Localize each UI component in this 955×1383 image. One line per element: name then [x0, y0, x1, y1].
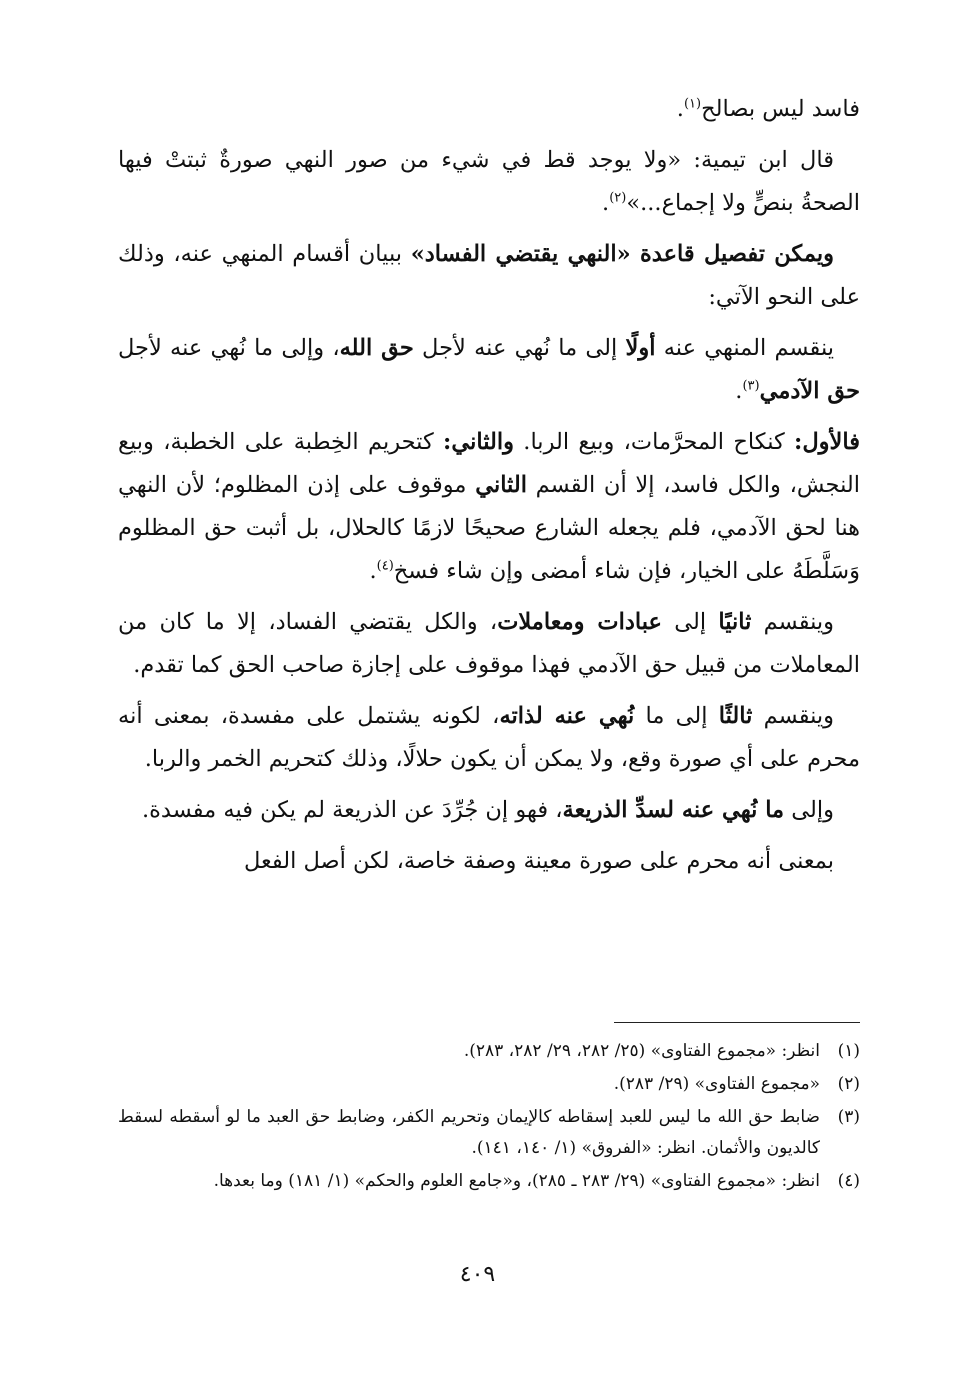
footnotes [118, 1036, 860, 1199]
footnote-number: (٤) [837, 1171, 860, 1191]
text-run: كنكاح المحرَّمات، وبيع الربا. [513, 429, 795, 455]
footnote-separator [614, 1022, 860, 1023]
text-run: . [369, 558, 377, 584]
text-run: إلى ما نُهي عنه لأجل [413, 335, 626, 361]
bold-text: نُهي عنه لذاته [499, 703, 635, 729]
footnote-marker: (٣) [742, 378, 760, 394]
text-run: ، لكونه يشتمل على مفسدة، بمعنى أنه محرم على أي صورة وقع، ولا يمكن أن يكون حلالًا، وذلك كتحريم الخمر والربا. [118, 703, 860, 772]
footnote-number: (٢) [837, 1074, 860, 1094]
bold-text: حق الآدمي [759, 378, 860, 404]
paragraph [118, 327, 860, 413]
text-run: كتحريم الخِطبة على الخطبة، وبيع النجش، والكل فاسد، إلا أن القسم [118, 429, 860, 498]
footnote-text: انظر: «مجموع الفتاوى» (٢٩/ ٢٨٣ ـ ٢٨٥)، و«جامع العلوم والحكم» (١/ ١٨١) وما بعدها. [213, 1171, 820, 1191]
text-run: وإلى [784, 797, 834, 823]
text-run: ، فهو إن جُرِّدَ عن الذريعة لم يكن فيه مفسدة. [141, 797, 563, 823]
bold-text: والثاني: [443, 429, 514, 455]
text-run: وينقسم [751, 609, 834, 635]
text-run: . [602, 190, 610, 216]
main-text [118, 88, 860, 891]
bold-text: أولًا [625, 335, 656, 361]
text-run: قال ابن تيمية: «ولا يوجد قط في شيء من صور النهي صورةٌ ثبتتْ فيها الصحةُ بنصٍّ ولا إجماع...» [118, 147, 860, 216]
paragraph [118, 421, 860, 593]
text-run: . [735, 378, 743, 404]
text-run: ينقسم المنهي عنه [655, 335, 834, 361]
paragraph [118, 88, 860, 131]
footnote [118, 1036, 860, 1067]
paragraph [118, 695, 860, 781]
footnote [118, 1102, 860, 1164]
paragraph [118, 139, 860, 225]
text-run: فاسد ليس بصالح [701, 96, 860, 122]
footnote-marker: (٢) [609, 190, 627, 206]
footnote-text: ضابط حق الله ما ليس للعبد إسقاطه كالإيمان وتحريم الكفر، وضابط حق العبد ما لو أسقطه لسقط كالديون والأثمان. انظر: «الفروق» (١/ ١٤٠، ١٤١). [118, 1107, 820, 1158]
footnote-text: «مجموع الفتاوى» (٢٩/ ٢٨٣). [613, 1074, 820, 1094]
footnote [118, 1069, 860, 1100]
text-run: إلى [661, 609, 719, 635]
paragraph [118, 233, 860, 319]
footnote-marker: (١) [683, 96, 702, 112]
paragraph [118, 789, 860, 832]
bold-text: فالأول: [794, 429, 860, 455]
text-run: بمعنى أنه محرم على صورة معينة وصفة خاصة، لكن أصل الفعل [243, 848, 834, 874]
bold-text: ثانيًا [718, 609, 752, 635]
bold-text: الثاني [475, 472, 527, 498]
text-run: ببيان أقسام المنهي عنه، وذلك على النحو الآتي: [118, 241, 860, 310]
paragraph [118, 840, 860, 883]
paragraph [118, 601, 860, 687]
text-run: ، وإلى ما نُهي عنه لأجل [118, 335, 340, 361]
footnote-number: (٣) [837, 1107, 860, 1127]
text-run: . [676, 96, 684, 122]
bold-text: عبادات ومعاملات [497, 609, 662, 635]
text-run: إلى ما [634, 703, 719, 729]
footnote-number: (١) [837, 1041, 860, 1061]
bold-text: ما نُهي عنه لسدِّ الذريعة [562, 797, 785, 823]
footnote-marker: (٤) [376, 558, 394, 574]
page-number: ٤٠٩ [459, 1262, 496, 1287]
footnote [118, 1166, 860, 1197]
text-run: ، والكل يقتضي الفساد، إلا ما كان من المعاملات من قبيل حق الآدمي فهذا موقوف على إجازة صاحب الحق كما تقدم. [118, 609, 860, 678]
bold-text: ويمكن تفصيل قاعدة «النهي يقتضي الفساد» [410, 241, 834, 267]
text-run: موقوف على إذن المظلوم؛ لأن النهي هنا لحق الآدمي، فلم يجعله الشارع صحيحًا لازمًا كالحلال، بل أثبت حق المظلوم وَسَلَّطَهُ على الخيار، فإن شاء أمضى وإن شاء فسخ [118, 472, 860, 584]
text-run: وينقسم [752, 703, 834, 729]
footnote-text: انظر: «مجموع الفتاوى» (٢٥/ ٢٨٢، ٢٩/ ٢٨٢، ٢٨٣). [463, 1041, 820, 1061]
bold-text: ثالثًا [718, 703, 753, 729]
bold-text: حق الله [339, 335, 414, 361]
